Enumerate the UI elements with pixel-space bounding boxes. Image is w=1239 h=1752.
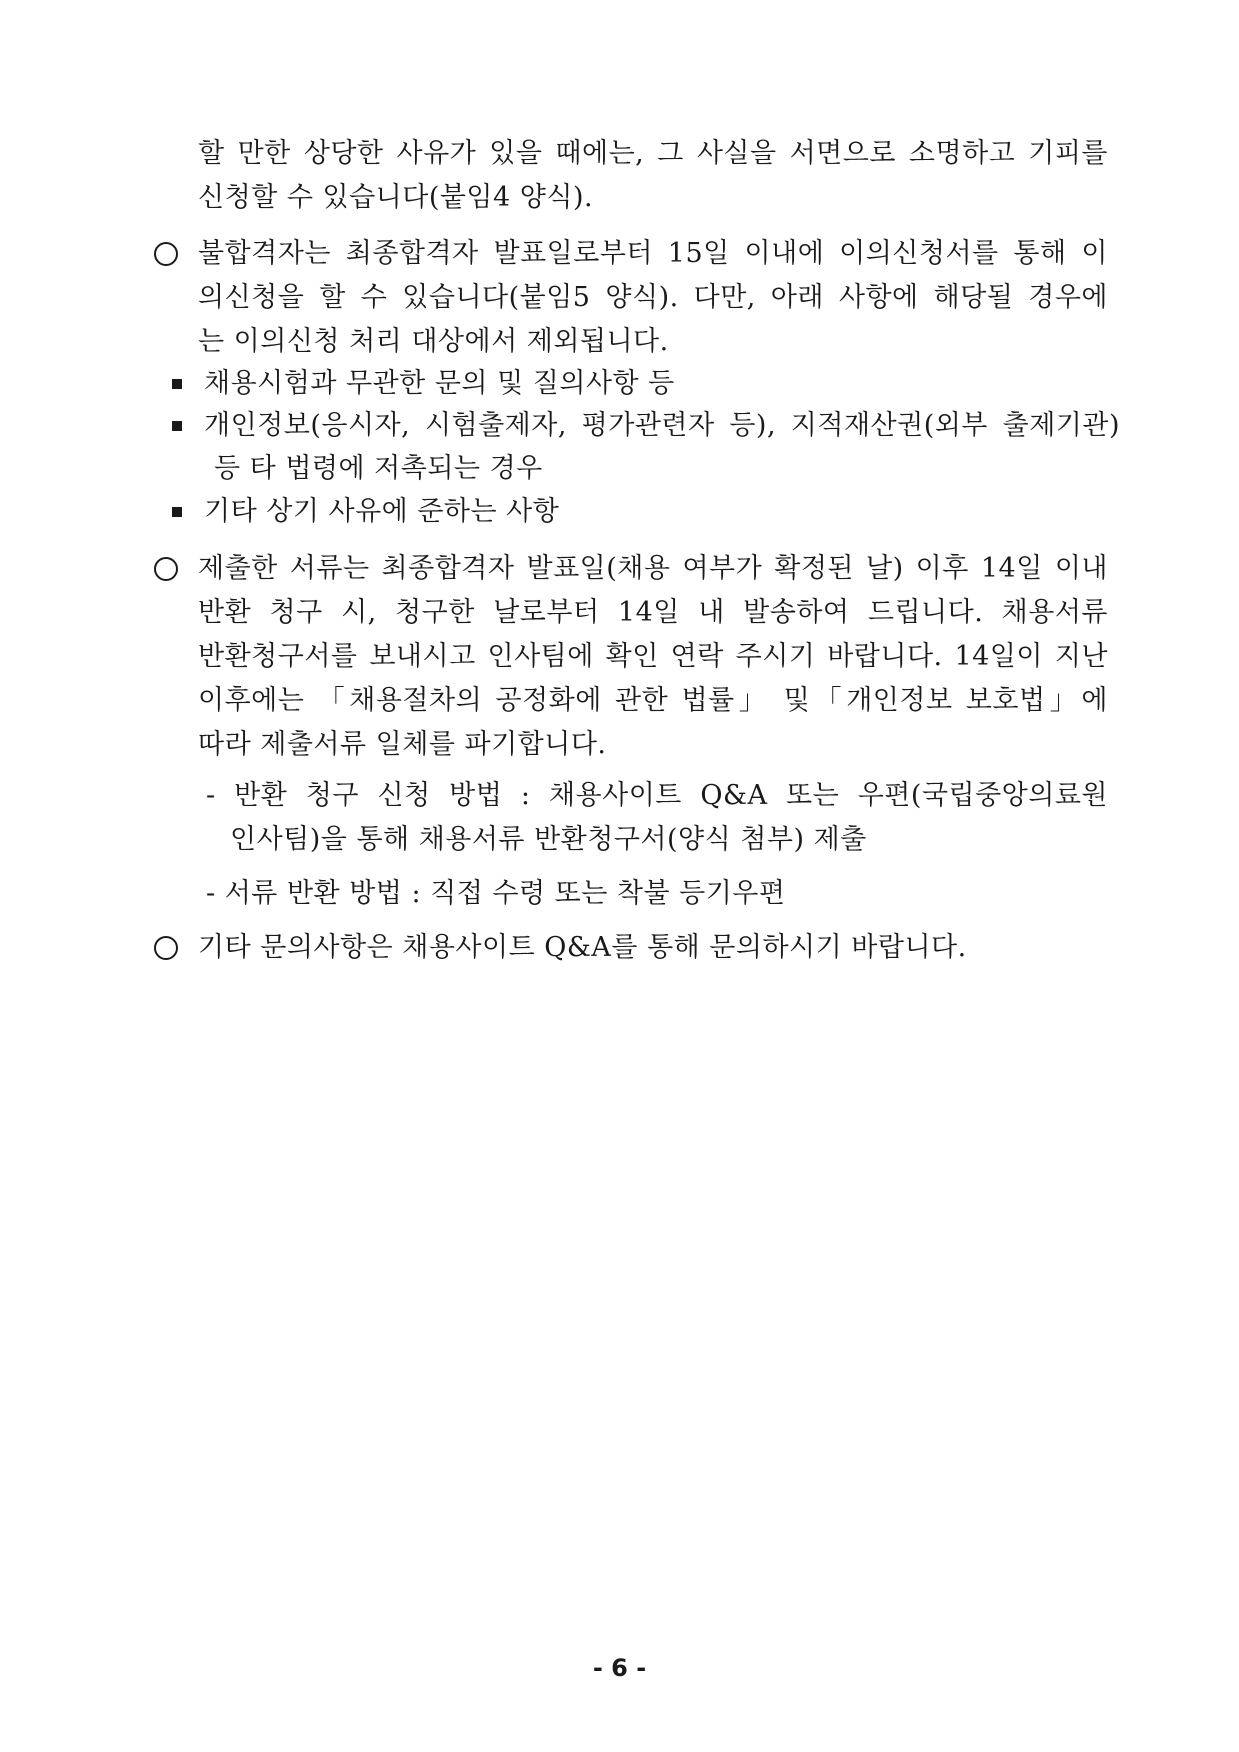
paragraph-line: 기타 문의사항은 채용사이트 Q&A를 통해 문의하시기 바랍니다. (198, 932, 967, 963)
circle-bullet-icon (154, 242, 178, 266)
circle-bullet-icon (154, 557, 178, 581)
list-item: 채용시험과 무관한 문의 및 질의사항 등 (204, 368, 675, 399)
paragraph-line: 제출한 서류는 최종합격자 발표일(채용 여부가 확정된 날) 이후 14일 이내 (198, 553, 1108, 584)
paragraph-line: 따라 제출서류 일체를 파기합니다. (198, 729, 607, 760)
paragraph-line: 반환청구서를 보내시고 인사팀에 확인 연락 주시기 바랍니다. 14일이 지난 (198, 641, 1108, 672)
paragraph-line: 의신청을 할 수 있습니다(붙임5 양식). 다만, 아래 사항에 해당될 경우에 (198, 282, 1108, 313)
paragraph-line: 는 이의신청 처리 대상에서 제외됩니다. (198, 326, 669, 357)
square-bullet-icon (172, 507, 182, 517)
page-number: - 6 - (592, 1654, 647, 1682)
list-item: 개인정보(응시자, 시험출제자, 평가관련자 등), 지적재산권(외부 출제기관) (204, 410, 1120, 441)
dash-item: - 서류 반환 방법 : 직접 수령 또는 착불 등기우편 (206, 878, 786, 909)
square-bullet-icon (172, 421, 182, 431)
paragraph-line: 이후에는 「채용절차의 공정화에 관한 법률」 및「개인정보 보호법」에 (198, 685, 1108, 716)
paragraph-line: 할 만한 상당한 사유가 있을 때에는, 그 사실을 서면으로 소명하고 기피를 (198, 138, 1108, 169)
dash-item-continuation: 인사팀)을 통해 채용서류 반환청구서(양식 첨부) 제출 (230, 824, 867, 855)
circle-bullet-icon (154, 936, 178, 960)
paragraph-line: 반환 청구 시, 청구한 날로부터 14일 내 발송하여 드립니다. 채용서류 (198, 597, 1108, 628)
paragraph-line: 신청할 수 있습니다(붙임4 양식). (198, 182, 594, 213)
list-item: 기타 상기 사유에 준하는 사항 (204, 496, 560, 527)
paragraph-line: 불합격자는 최종합격자 발표일로부터 15일 이내에 이의신청서를 통해 이 (198, 238, 1108, 269)
list-item-continuation: 등 타 법령에 저촉되는 경우 (214, 453, 543, 484)
square-bullet-icon (172, 379, 182, 389)
dash-item: - 반환 청구 신청 방법 : 채용사이트 Q&A 또는 우편(국립중앙의료원 (206, 780, 1108, 811)
